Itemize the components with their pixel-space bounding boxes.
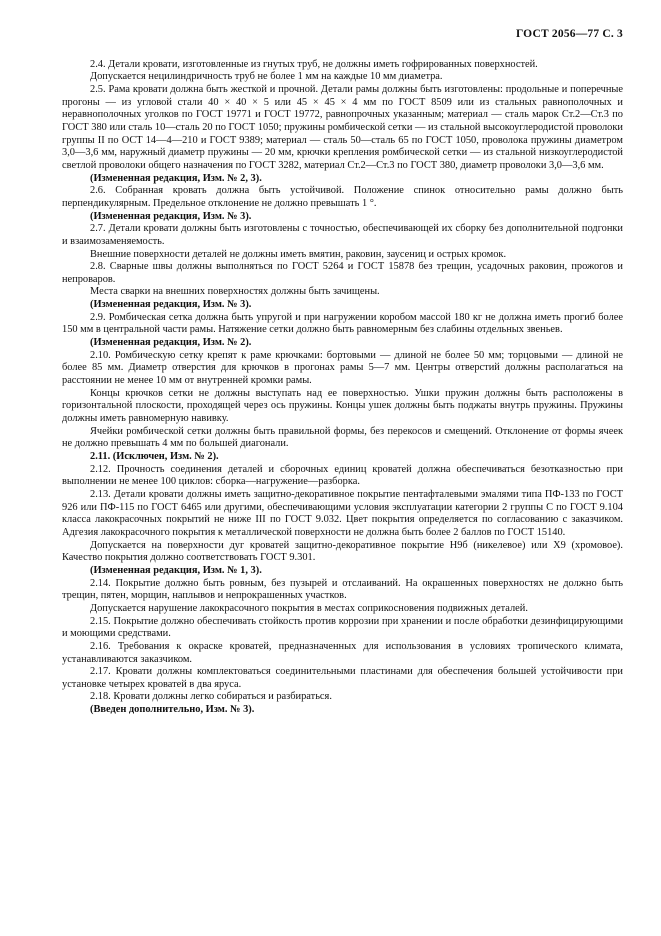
paragraph: Допускается на поверхности дуг кроватей защитно-декоративное покрытие Н9б (никелевое) или Х9 (хромовое). Качество покрытия должно соответствовать ГОСТ 9.301. bbox=[62, 539, 623, 564]
paragraph: 2.4. Детали кровати, изготовленные из гнутых труб, не должны иметь гофрированных поверхностей. bbox=[90, 58, 538, 70]
amendment-note: (Измененная редакция, Изм. № 3). bbox=[90, 210, 252, 222]
paragraph: Допускается нарушение лакокрасочного покрытия в местах соприкосновения подвижных деталей. bbox=[90, 602, 528, 614]
paragraph: 2.9. Ромбическая сетка должна быть упругой и при нагружении коробом массой 180 кг не должна иметь прогиб более 150 мм в центральной части рамы. Натяжение сетки должно быть равномерным без слабины отдельных звеньев. bbox=[62, 311, 623, 336]
amendment-note: (Измененная редакция, Изм. № 2, 3). bbox=[90, 172, 262, 184]
paragraph: Концы крючков сетки не должны выступать над ее поверхностью. Ушки пружин должны быть расположены в горизонтальной плоскости, проходящей через ось пружины. Концы ушек должны быть поджаты внутрь пружины. Пружины должны иметь равномерную навивку. bbox=[62, 387, 623, 425]
paragraph: 2.18. Кровати должны легко собираться и разбираться. bbox=[90, 691, 332, 703]
page-header: ГОСТ 2056—77 С. 3 bbox=[515, 28, 623, 40]
document-body bbox=[62, 59, 623, 717]
amendment-note: (Измененная редакция, Изм. № 2). bbox=[90, 337, 252, 349]
paragraph: 2.14. Покрытие должно быть ровным, без пузырей и отслаиваний. На окрашенных поверхностях не должно быть трещин, пятен, морщин, наплывов и непрокрашенных участков. bbox=[62, 577, 623, 602]
paragraph: 2.13. Детали кровати должны иметь защитно-декоративное покрытие пентафталевыми эмалями типа ПФ-133 по ГОСТ 926 или ПФ-115 по ГОСТ 6465 или другими, обеспечивающими условия эксплуатации категории 2 группы С по ГОСТ 9.104 класса лакокрасочных покрытий не ниже III по ГОСТ 9.032. Цвет покрытия определяется по согласованию с заказчиком. Адгезия лакокрасочного покрытия к металлической поверхности не должна быть более 2 баллов по ГОСТ 15140. bbox=[62, 488, 623, 538]
paragraph: 2.16. Требования к окраске кроватей, предназначенных для использования в условиях тропического климата, устанавливаются заказчиком. bbox=[62, 640, 623, 665]
amendment-note: 2.11. (Исключен, Изм. № 2). bbox=[90, 451, 219, 462]
paragraph: 2.10. Ромбическую сетку крепят к раме крючками: бортовыми — длиной не более 50 мм; торцовыми — длиной не более 85 мм. Диаметр отверстия для крючков в прогонах рамы 5—7 мм. Центры отверстий должны располагаться на расстоянии не менее 10 мм от внутренней кромки рамы. bbox=[62, 349, 623, 387]
paragraph: 2.8. Сварные швы должны выполняться по ГОСТ 5264 и ГОСТ 15878 без трещин, усадочных раковин, прожогов и непроваров. bbox=[62, 261, 623, 285]
amendment-note: (Измененная редакция, Изм. № 1, 3). bbox=[90, 564, 262, 576]
paragraph: 2.5. Рама кровати должна быть жесткой и прочной. Детали рамы должны быть изготовлены: продольные и поперечные прогоны — из угловой стали 40 × 40 × 5 или 45 × 45 × 4 мм по ГОСТ 8509 или из стальных равнополочных и неравнополочных уголков по ГОСТ 19771 и ГОСТ 19772, равнопрочных указанным; материал — сталь марок Ст.2—Ст.3 по ГОСТ 380 или сталь 10—сталь 20 по ГОСТ 1050; пружины ромбической сетки — из стальной высокоуглеродистой проволоки группы II по ОСТ 14—4—210 и ГОСТ 9389; материал — сталь 50—сталь 65 по ГОСТ 1050, проволока пружины диаметром 3,0—3,6 мм, наружный диаметр пружины — 20 мм, крючки крепления ромбической сетки — из стальной низкоуглеродистой светлой проволоки общего назначения по ГОСТ 3282, материал Ст.2—Ст.3 по ГОСТ 380, диаметр проволоки 3,0—3,6 мм. bbox=[62, 83, 623, 171]
paragraph: Допускается нецилиндричность труб не более 1 мм на каждые 10 мм диаметра. bbox=[90, 71, 443, 83]
amendment-note: (Измененная редакция, Изм. № 3). bbox=[90, 299, 252, 311]
paragraph: Ячейки ромбической сетки должны быть правильной формы, без перекосов и смещений. Отклонение от формы ячеек не должно превышать 4 мм по большей диагонали. bbox=[62, 425, 623, 450]
amendment-note: (Введен дополнительно, Изм. № 3). bbox=[90, 704, 255, 716]
paragraph: 2.12. Прочность соединения деталей и сборочных единиц кроватей должна обеспечиваться безотказностью при выполнении не менее 100 циклов: сборка—нагружение—разборка. bbox=[62, 463, 623, 488]
paragraph: 2.7. Детали кровати должны быть изготовлены с точностью, обеспечивающей их сборку без дополнительной подгонки и взаимозаменяемость. bbox=[62, 223, 623, 247]
paragraph: 2.15. Покрытие должно обеспечивать стойкость против коррозии при хранении и после обработки дезинфицирующими и моющими средствами. bbox=[62, 615, 623, 640]
paragraph: Места сварки на внешних поверхностях должны быть зачищены. bbox=[90, 286, 380, 298]
paragraph: 2.6. Собранная кровать должна быть устойчивой. Положение спинок относительно рамы должно быть перпендикулярным. Предельное отклонение не должно превышать 1 °. bbox=[62, 185, 623, 209]
paragraph: 2.17. Кровати должны комплектоваться соединительными пластинами для обеспечения большей устойчивости при установке четырех кроватей в два яруса. bbox=[62, 666, 623, 690]
paragraph: Внешние поверхности деталей не должны иметь вмятин, раковин, заусениц и острых кромок. bbox=[90, 248, 507, 260]
